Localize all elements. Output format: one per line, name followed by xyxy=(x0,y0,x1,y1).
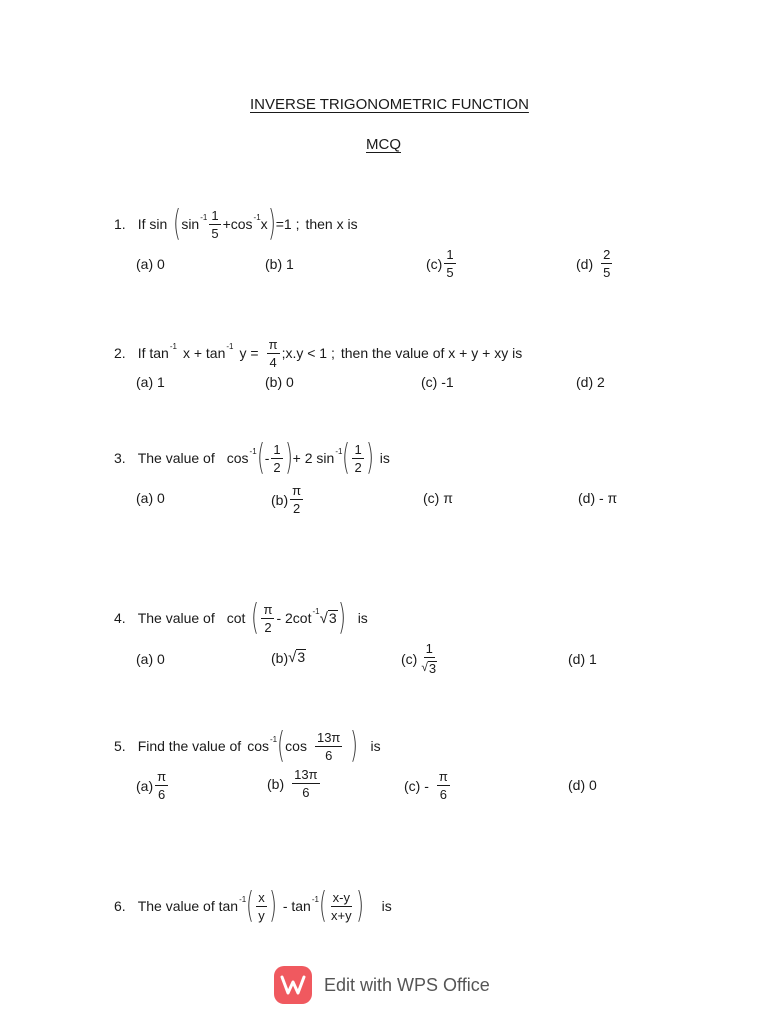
option-b: (b) 0 xyxy=(265,374,294,390)
document-subtitle: MCQ xyxy=(366,136,401,153)
fraction: $\frac{13\pi}{6}$ xyxy=(316,729,341,763)
question-6: 6. The value of tan -1 ( $\frac{x}{y}$ ) - tan -1 ( $\frac{x-y}{x+y}$ ) is xyxy=(114,885,392,926)
option-b: (b) 1 xyxy=(265,256,294,272)
option-c: (c) π xyxy=(423,490,453,506)
question-number: 5. xyxy=(114,738,126,754)
option-d: (d) 1 xyxy=(568,651,597,667)
question-4: 4. The value of cot ( $\frac{\pi}{2}$ - 2cot -1 √ 3 ) is xyxy=(114,597,368,638)
wps-logo-icon xyxy=(274,966,312,1004)
document-title: INVERSE TRIGONOMETRIC FUNCTION xyxy=(250,96,529,113)
option-c: (c) - $\frac{\pi}{6}$ xyxy=(404,769,448,802)
fraction: $\frac{1}{2}$ xyxy=(354,441,362,475)
question-number: 2. xyxy=(114,345,126,361)
question-number: 1. xyxy=(114,216,126,232)
question-number: 6. xyxy=(114,898,126,914)
question-3: 3. The value of cos -1 ( - $\frac{1}{2}$ ) + 2 sin -1 ( $\frac{1}{2}$ ) is xyxy=(114,437,390,478)
wps-label: Edit with WPS Office xyxy=(324,974,490,995)
question-number: 3. xyxy=(114,450,126,466)
option-a: (a) 1 xyxy=(136,374,165,390)
option-c: (c) -1 xyxy=(421,374,454,390)
fraction: $\frac{1}{2}$ xyxy=(273,441,281,475)
square-root: √ 3 xyxy=(421,660,437,676)
question-5: 5. Find the value of cos -1 ( cos $\frac{13\pi}{6}$ ) is xyxy=(114,725,381,766)
option-b: (b) √ 3 xyxy=(271,649,306,666)
option-d: (d) - π xyxy=(578,490,618,506)
option-b: (b) $\frac{13\pi}{6}$ xyxy=(267,767,318,800)
fraction: $\frac{\pi}{4}$ xyxy=(268,336,278,370)
question-number: 4. xyxy=(114,610,126,626)
option-a: (a) 0 xyxy=(136,490,165,506)
option-d: (d) 2 xyxy=(576,374,605,390)
question-1: 1. If sin ( sin -1 $\frac{1}{5}$ +cos -1 x ) =1 ; then x is xyxy=(114,203,358,244)
option-d: (d) 0 xyxy=(568,777,597,793)
option-a: (a) 0 xyxy=(136,651,165,667)
fraction: $\frac{x-y}{x+y}$ xyxy=(331,889,352,923)
option-c: (c) 1 √ 3 xyxy=(401,641,437,676)
square-root: √ 3 xyxy=(288,649,306,666)
fraction: $\frac{\pi}{2}$ xyxy=(263,601,273,635)
fraction: $\frac{1}{5}$ xyxy=(211,207,219,241)
edit-with-wps-button[interactable] xyxy=(274,966,490,1004)
question-2: 2. If tan -1 x + tan -1 y = $\frac{\pi}{4}$ ;x.y < 1 ; then the value of x + y + xy is xyxy=(114,336,523,370)
square-root: √ 3 xyxy=(319,609,337,627)
option-a: (a) $\frac{\pi}{6}$ xyxy=(136,769,167,802)
option-c: (c) $\frac{1}{5}$ xyxy=(426,247,454,280)
option-d: (d) $\frac{2}{5}$ xyxy=(576,247,611,280)
option-b: (b) $\frac{\pi}{2}$ xyxy=(271,483,302,516)
option-a: (a) 0 xyxy=(136,256,165,272)
fraction: $\frac{x}{y}$ xyxy=(258,889,265,923)
